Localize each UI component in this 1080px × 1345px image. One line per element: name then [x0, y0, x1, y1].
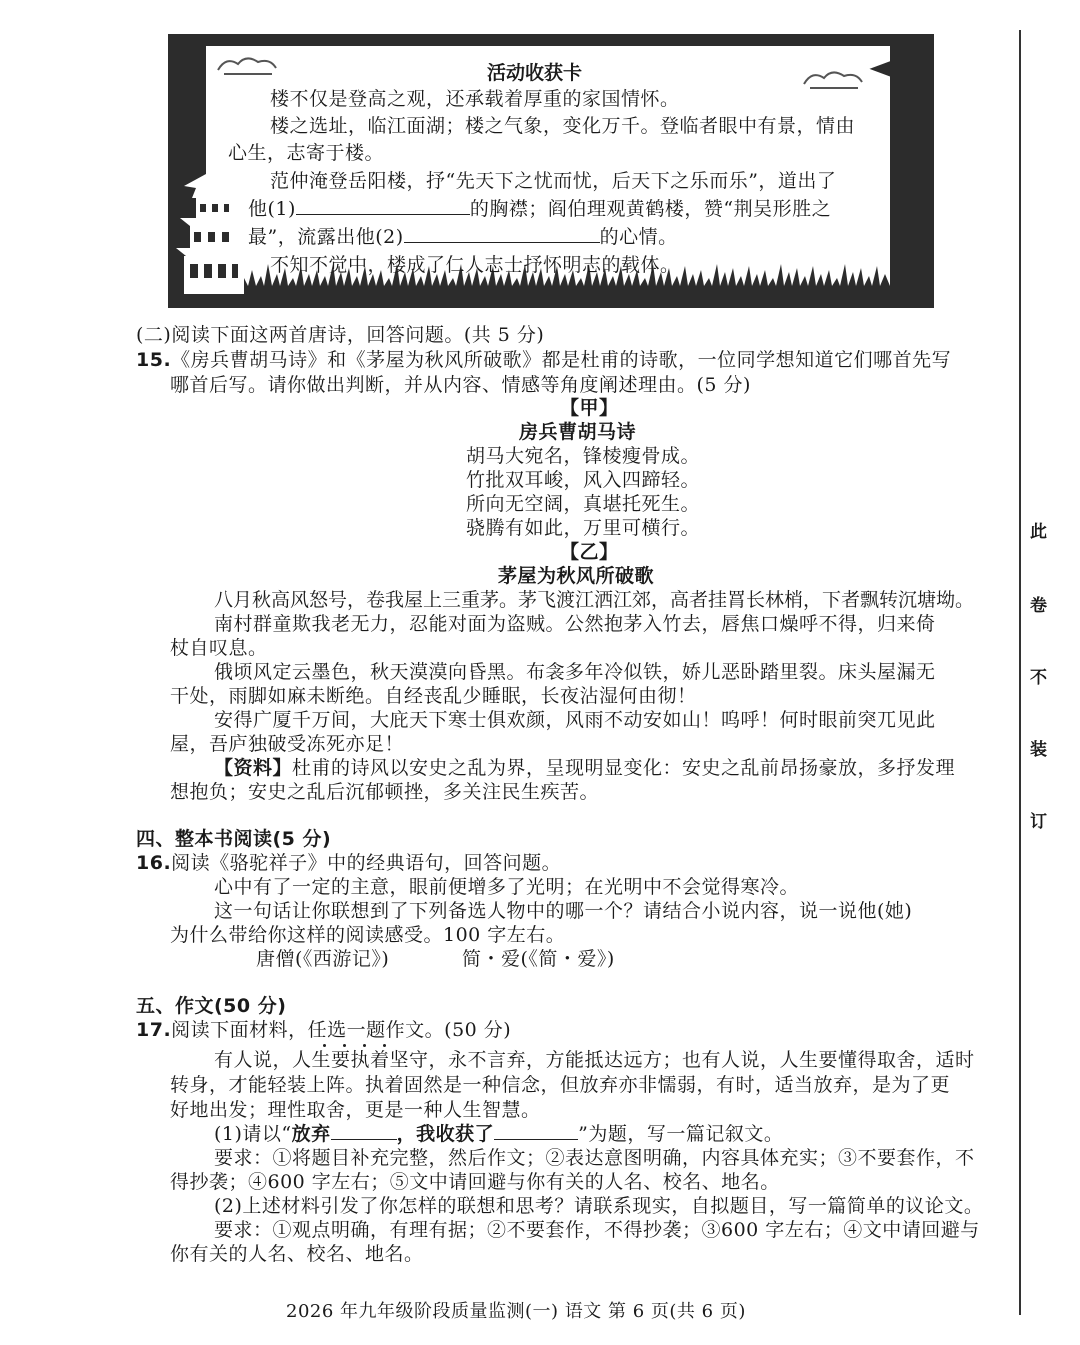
option-2: 简・爱(《简・爱》) [462, 948, 615, 970]
essay-topic-2: (2)上述材料引发了你怎样的联想和思考？请联系现实，自拟题目，写一篇简单的议论文。 [214, 1195, 984, 1217]
topic-bold-text: 放弃 [291, 1123, 331, 1145]
requirements: 你有关的人名、校名、地名。 [170, 1243, 424, 1265]
option-1: 唐僧(《西游记》) [256, 948, 390, 970]
material-text: 想抱负；安史之乱后沉郁顿挫，多关注民生疾苦。 [170, 781, 600, 803]
question-text: 这一句话让你联想到了下列备选人物中的哪一个？请结合小说内容，说一说他(她) [214, 900, 913, 922]
poem-line: 八月秋高风怒号，卷我屋上三重茅。茅飞渡江洒江郊，高者挂罥长林梢，下者飘转沉塘坳。 [214, 589, 975, 611]
question-15 [136, 347, 951, 374]
card-paragraph [248, 224, 678, 251]
requirements: 要求：①将题目补充完整，然后作文；②表达意图明确，内容具体充实；③不要套作，不 [214, 1147, 975, 1169]
question-number: 16. [136, 852, 172, 874]
binding-label: 订 [1030, 812, 1048, 832]
poem-title: 茅屋为秋风所破歌 [498, 565, 655, 587]
binding-line [1019, 30, 1021, 1315]
question-text: 哪首后写。请你做出判断，并从内容、情感等角度阐述理由。(5 分) [170, 374, 751, 396]
binding-label: 此 [1030, 522, 1048, 542]
card-text: 的心情。 [599, 226, 678, 248]
section-heading: 五、作文(50 分) [136, 995, 287, 1017]
requirements: 得抄袭；④600 字左右；⑤文中请回避与你有关的人名、校名、地名。 [170, 1171, 780, 1193]
card-paragraph: 不知不觉中，楼成了仁人志士抒怀明志的载体。 [270, 254, 680, 276]
poem-line: 干处，雨脚如麻未断绝。自经丧乱少睡眠，长夜沾湿何由彻！ [170, 685, 697, 707]
question-number: 17. [136, 1019, 172, 1041]
poem-line: 屋，吾庐独破受冻死亦足！ [170, 733, 405, 755]
card-paragraph [248, 196, 831, 223]
topic-text: (1)请以“ [214, 1123, 292, 1145]
material-text: 好地出发；理性取舍，更是一种人生智慧。 [170, 1099, 541, 1121]
essay-topic-1 [214, 1121, 783, 1148]
material-note [214, 755, 955, 782]
card-title: 活动收获卡 [487, 62, 583, 84]
answer-blank-1[interactable] [296, 196, 470, 215]
poem-line: 所向无空阔，真堪托死生。 [466, 493, 701, 515]
card-text: 的胸襟；阎伯理观黄鹤楼，赞“荆吴形胜之 [469, 198, 832, 220]
binding-label: 装 [1030, 740, 1048, 760]
card-text: 他(1) [248, 198, 296, 220]
question-text: 阅读《骆驼祥子》中的经典语句，回答问题。 [171, 852, 562, 874]
material-label: 【资料】 [214, 757, 293, 779]
requirements: 要求：①观点明确，有理有据；②不要套作，不得抄袭；③600 字左右；④文中请回避与 [214, 1219, 980, 1241]
quote: 心中有了一定的主意，眼前便增多了光明；在光明中不会觉得寒冷。 [214, 876, 800, 898]
binding-label: 卷 [1030, 596, 1048, 616]
card-paragraph: 心生，志寄于楼。 [228, 142, 385, 164]
question-16 [136, 850, 561, 877]
cloud-icon [800, 66, 870, 92]
label-yi: 【乙】 [560, 541, 619, 563]
section-heading: 四、整本书阅读(5 分) [136, 828, 332, 850]
topic-bold-text: ，我收获了 [396, 1123, 495, 1145]
page-footer: 2026 年九年级阶段质量监测(一) 语文 第 6 页(共 6 页) [286, 1301, 746, 1322]
question-17 [136, 1017, 511, 1044]
question-text: 《房兵曹胡马诗》和《茅屋为秋风所破歌》都是杜甫的诗歌，一位同学想知道它们哪首先写 [171, 349, 952, 371]
poem-line: 安得广厦千万间，大庇天下寒士俱欢颜，风雨不动安如山！呜呼！何时眼前突兀见此 [214, 709, 936, 731]
question-number: 15. [136, 349, 172, 371]
poem-line: 胡马大宛名，锋棱瘦骨成。 [466, 445, 701, 467]
pavilion-icon [174, 164, 254, 294]
question-text: 阅读下面材料，任选一题作文。(50 分) [171, 1019, 512, 1041]
poem-title: 房兵曹胡马诗 [519, 421, 637, 443]
card-paragraph: 楼不仅是登高之观，还承载着厚重的家国情怀。 [270, 88, 680, 110]
card-text: 最”，流露出他(2) [248, 226, 404, 248]
label-jia: 【甲】 [560, 397, 619, 419]
topic-text: ”为题，写一篇记叙文。 [578, 1123, 784, 1145]
question-text: 为什么带给你这样的阅读感受。100 字左右。 [170, 924, 566, 946]
material-text: 有人说，人生要执着坚守，永不言弃，方能抵达远方；也有人说，人生要懂得取舍，适时 [214, 1049, 975, 1071]
binding-label: 不 [1030, 668, 1048, 688]
title-blank-2[interactable] [494, 1121, 578, 1140]
cloud-icon [214, 52, 284, 78]
title-blank-1[interactable] [331, 1121, 397, 1140]
material-text: 转身，才能轻装上阵。执着固然是一种信念，但放弃亦非懦弱，有时，适当放弃，是为了更 [170, 1074, 951, 1096]
card-paragraph: 范仲淹登岳阳楼，抒“先天下之忧而忧，后天下之乐而乐”，道出了 [270, 170, 837, 192]
material-text: 杜甫的诗风以安史之乱为界，呈现明显变化：安史之乱前昂扬豪放，多抒发理 [292, 757, 956, 779]
poem-line: 南村群童欺我老无力，忍能对面为盗贼。公然抱茅入竹去，唇焦口燥呼不得，归来倚 [214, 613, 936, 635]
poem-line: 骁腾有如此，万里可横行。 [466, 517, 701, 539]
poem-line: 竹批双耳峻，风入四蹄轻。 [466, 469, 701, 491]
poem-line: 杖自叹息。 [170, 637, 268, 659]
card-paragraph: 楼之选址，临江面湖；楼之气象，变化万千。登临者眼中有景，情由 [270, 115, 856, 137]
section-heading: (二)阅读下面这两首唐诗，回答问题。(共 5 分) [136, 324, 545, 346]
answer-blank-2[interactable] [404, 224, 600, 243]
poem-line: 俄顷风定云墨色，秋天漠漠向昏黑。布衾多年冷似铁，娇儿恶卧踏里裂。床头屋漏无 [214, 661, 936, 683]
